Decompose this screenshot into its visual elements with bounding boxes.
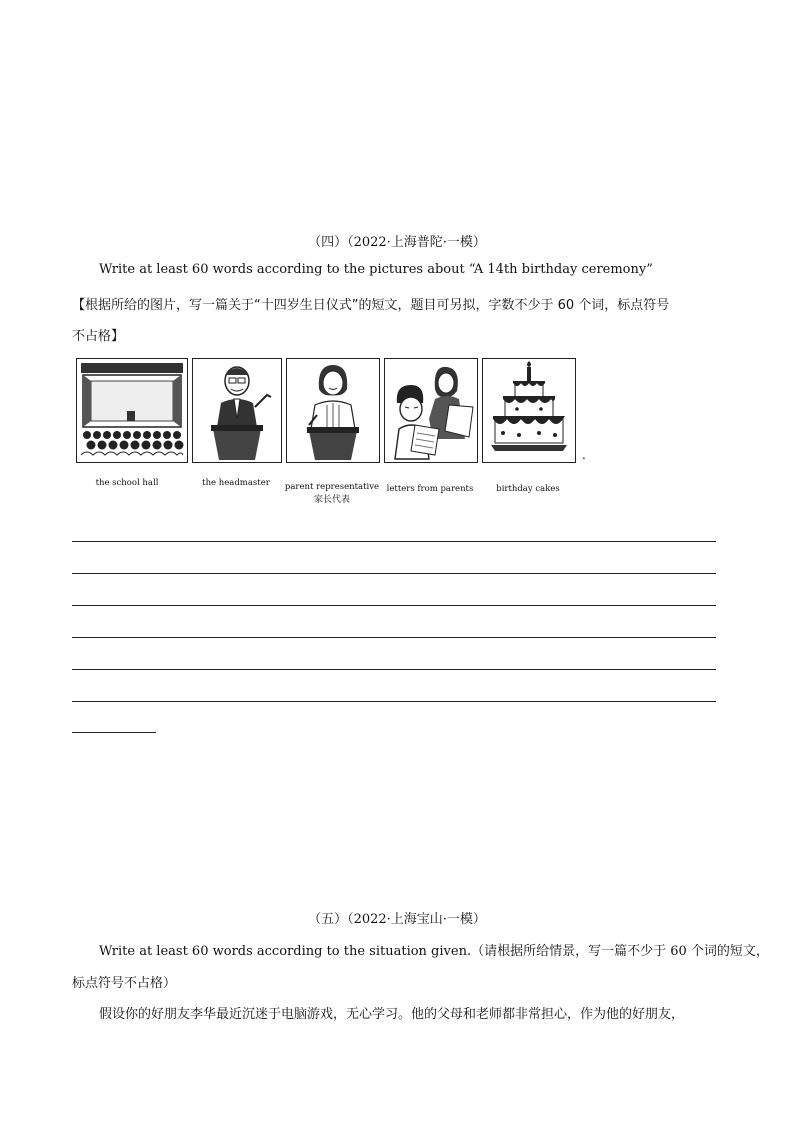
answer-line-short[interactable] [72,732,156,733]
picture-caption: letters from parents [386,484,474,494]
letters-from-parents-picture [384,358,478,463]
school-hall-picture [76,358,188,463]
picture-caption: the school hall [95,478,159,488]
birthday-cake-icon [483,359,575,462]
section5-instruction-line1: Write at least 60 words according to the situation given.（请根据所给情景，写一篇不少于 60 个词的短文， [99,944,769,959]
picture-caption: parent representative [284,482,380,492]
female-speaker-icon [287,359,379,462]
answer-line[interactable] [72,573,716,574]
headmaster-speaker-icon [193,359,281,462]
trailing-dot: . [582,448,586,462]
answer-line[interactable] [72,541,716,542]
section5-situation-line1: 假设你的好朋友李华最近沉迷于电脑游戏，无心学习。他的父母和老师都非常担心，作为他的好朋友， [99,1007,685,1022]
picture-caption-cn: 家长代表 [313,495,350,505]
picture-strip [76,358,596,508]
parent-representative-picture [286,358,380,463]
section4-instruction-cn-line2: 不占格】 [72,329,125,344]
picture-caption: birthday cakes [496,484,560,494]
section5-heading: （五）（2022·上海宝山·一模） [308,912,486,927]
section4-instruction-cn-line1: 【根据所给的图片，写一篇关于“十四岁生日仪式”的短文，题目可另拟，字数不少于 60 个词，标点符号 [72,298,670,313]
headmaster-picture [192,358,282,463]
stage-hall-icon [77,359,187,462]
section5-instruction-line2: 标点符号不占格） [72,976,177,991]
section4-instruction-en: Write at least 60 words according to the pictures about “A 14th birthday ceremony” [99,262,653,277]
section4-heading: （四）（2022·上海普陀·一模） [308,235,486,250]
answer-line[interactable] [72,605,716,606]
answer-line[interactable] [72,701,716,702]
picture-caption: the headmaster [202,478,270,488]
reading-letter-icon [385,359,477,462]
birthday-cakes-picture [482,358,576,463]
answer-line[interactable] [72,669,716,670]
answer-line[interactable] [72,637,716,638]
